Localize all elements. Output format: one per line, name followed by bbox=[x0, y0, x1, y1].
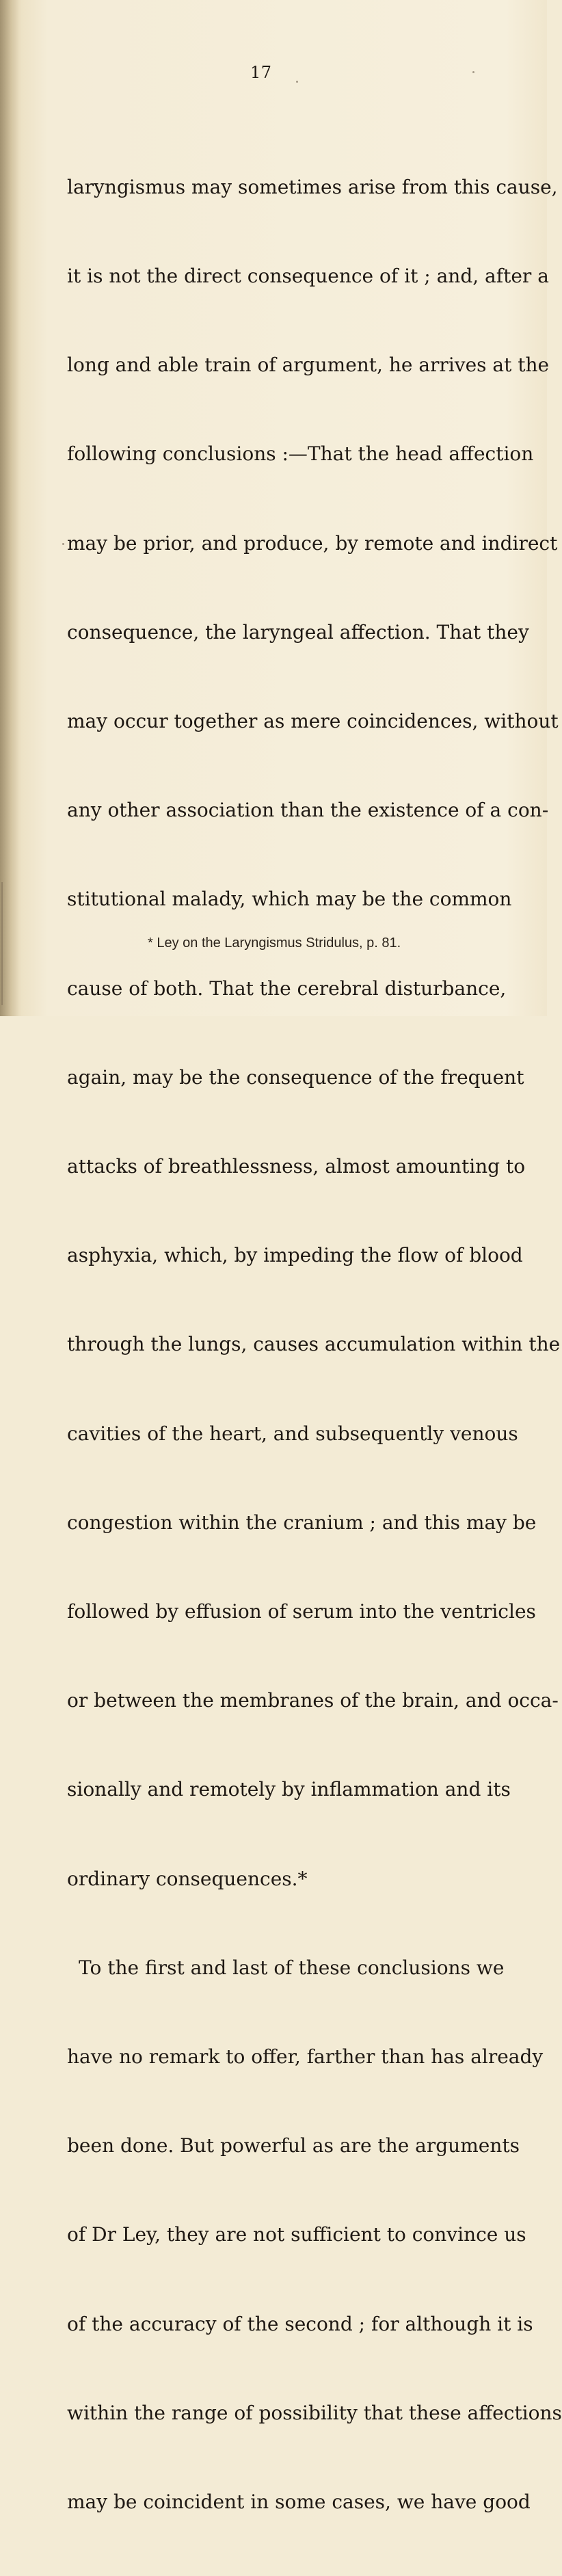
text-line: laryngismus may sometimes arise from this cause, bbox=[67, 175, 558, 198]
text-line: congestion within the cranium ; and this may be bbox=[67, 1511, 537, 1534]
text-line: have no remark to offer, farther than has already bbox=[67, 2045, 544, 2069]
text-line: of Dr Ley, they are not sufficient to convince us bbox=[67, 2223, 526, 2246]
ink-speck bbox=[62, 543, 64, 545]
binding-shadow bbox=[0, 0, 19, 1016]
binding-edge bbox=[1, 882, 3, 1005]
text-line: of the accuracy of the second ; for although it is bbox=[67, 2312, 533, 2335]
text-line: cause of both. That the cerebral disturbance, bbox=[67, 977, 507, 1000]
text-line: long and able train of argument, he arrives at the bbox=[67, 354, 550, 377]
ink-speck bbox=[472, 71, 474, 73]
text-line: may occur together as mere coincidences, without bbox=[67, 710, 559, 733]
text-line: may be prior, and produce, by remote and indirect bbox=[67, 531, 558, 555]
text-line: within the range of possibility that these affections bbox=[67, 2401, 562, 2424]
paragraph-start-line: To the first and last of these conclusions we bbox=[79, 1956, 505, 1979]
text-line: through the lungs, causes accumulation within the bbox=[67, 1333, 561, 1356]
text-line: followed by effusion of serum into the ventricles bbox=[67, 1600, 536, 1623]
text-line: asphyxia, which, by impeding the flow of blood bbox=[67, 1244, 523, 1267]
text-line: may be coincident in some cases, we have good bbox=[67, 2491, 531, 2514]
text-line: sionally and remotely by inflammation and its bbox=[67, 1778, 511, 1801]
text-line: following conclusions :—That the head affection bbox=[67, 442, 534, 466]
text-line: ordinary consequences.* bbox=[67, 1867, 308, 1890]
body-text bbox=[67, 113, 562, 2576]
text-line: been done. But powerful as are the arguments bbox=[67, 2134, 520, 2157]
footnote: * Ley on the Laryngismus Stridulus, p. 81. bbox=[148, 935, 401, 951]
page-number: 17 bbox=[250, 63, 272, 82]
ink-speck bbox=[296, 81, 298, 83]
text-line: attacks of breathlessness, almost amounting to bbox=[67, 1155, 526, 1178]
text-line: cavities of the heart, and subsequently venous bbox=[67, 1422, 518, 1445]
text-line: it is not the direct consequence of it ; and, after a bbox=[67, 265, 549, 288]
text-line: stitutional malady, which may be the common bbox=[67, 888, 512, 911]
text-line: or between the membranes of the brain, and occa- bbox=[67, 1689, 559, 1712]
text-line: again, may be the consequence of the frequent bbox=[67, 1065, 524, 1089]
text-line: any other association than the existence of a con- bbox=[67, 799, 549, 822]
text-line: consequence, the laryngeal affection. That they bbox=[67, 620, 529, 643]
